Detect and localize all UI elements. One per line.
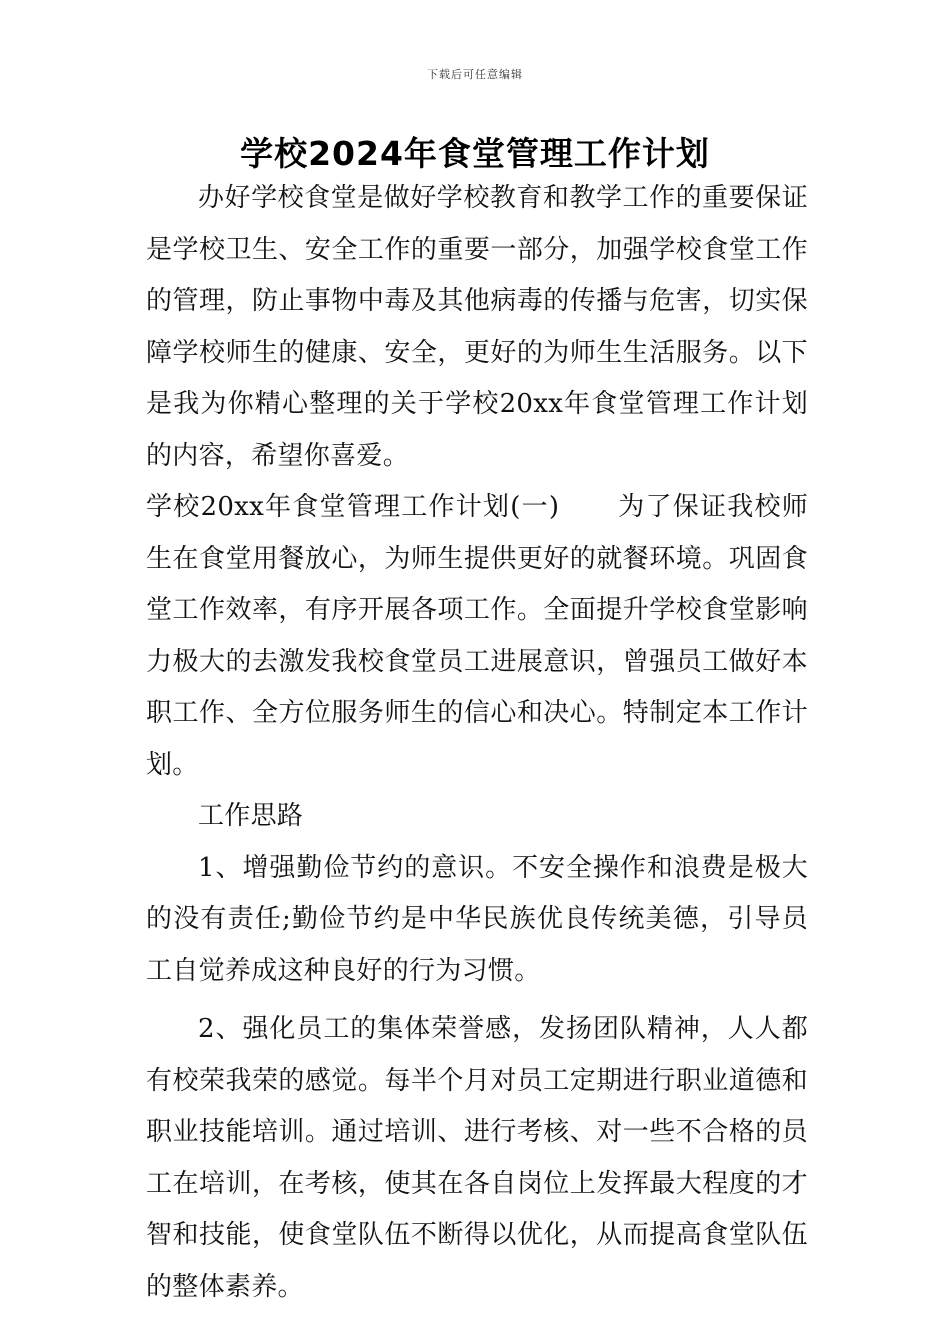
section-heading: 工作思路 xyxy=(198,801,304,831)
plan-paragraph xyxy=(146,482,808,791)
plan-heading: 学校20xx年食堂管理工作计划(一) xyxy=(146,492,560,522)
header-note: 下载后可任意编辑 xyxy=(427,68,523,81)
document-title: 学校2024年食堂管理工作计划 xyxy=(240,134,710,173)
list-item: 2、强化员工的集体荣誉感，发扬团队精神，人人都有校荣我荣的感觉。每半个月对员工定期进行职业道德和职业技能培训。通过培训、进行考核、对一些不合格的员工在培训，在考核，使其在各自岗位上发挥最大程度的才智和技能，使食堂队伍不断得以优化，从而提高食堂队伍的整体素养。 xyxy=(146,1014,808,1302)
list-item: 1、增强勤俭节约的意识。不安全操作和浪费是极大的没有责任;勤俭节约是中华民族优良传统美德，引导员工自觉养成这种良好的行为习惯。 xyxy=(146,852,808,986)
intro-paragraph: 办好学校食堂是做好学校教育和教学工作的重要保证是学校卫生、安全工作的重要一部分，加强学校食堂工作的管理，防止事物中毒及其他病毒的传播与危害，切实保障学校师生的健康、安全，更好的为师生生活服务。以下是我为你精心整理的关于学校20xx年食堂管理工作计划的内容，希望你喜爱。 xyxy=(146,183,808,471)
document-body xyxy=(146,173,808,1313)
plan-text: 为了保证我校师生在食堂用餐放心，为师生提供更好的就餐环境。巩固食堂工作效率，有序开展各项工作。全面提升学校食堂影响力极大的去激发我校食堂员工进展意识，曾强员工做好本职工作、全方位服务师生的信心和决心。特制定本工作计划。 xyxy=(146,492,808,780)
